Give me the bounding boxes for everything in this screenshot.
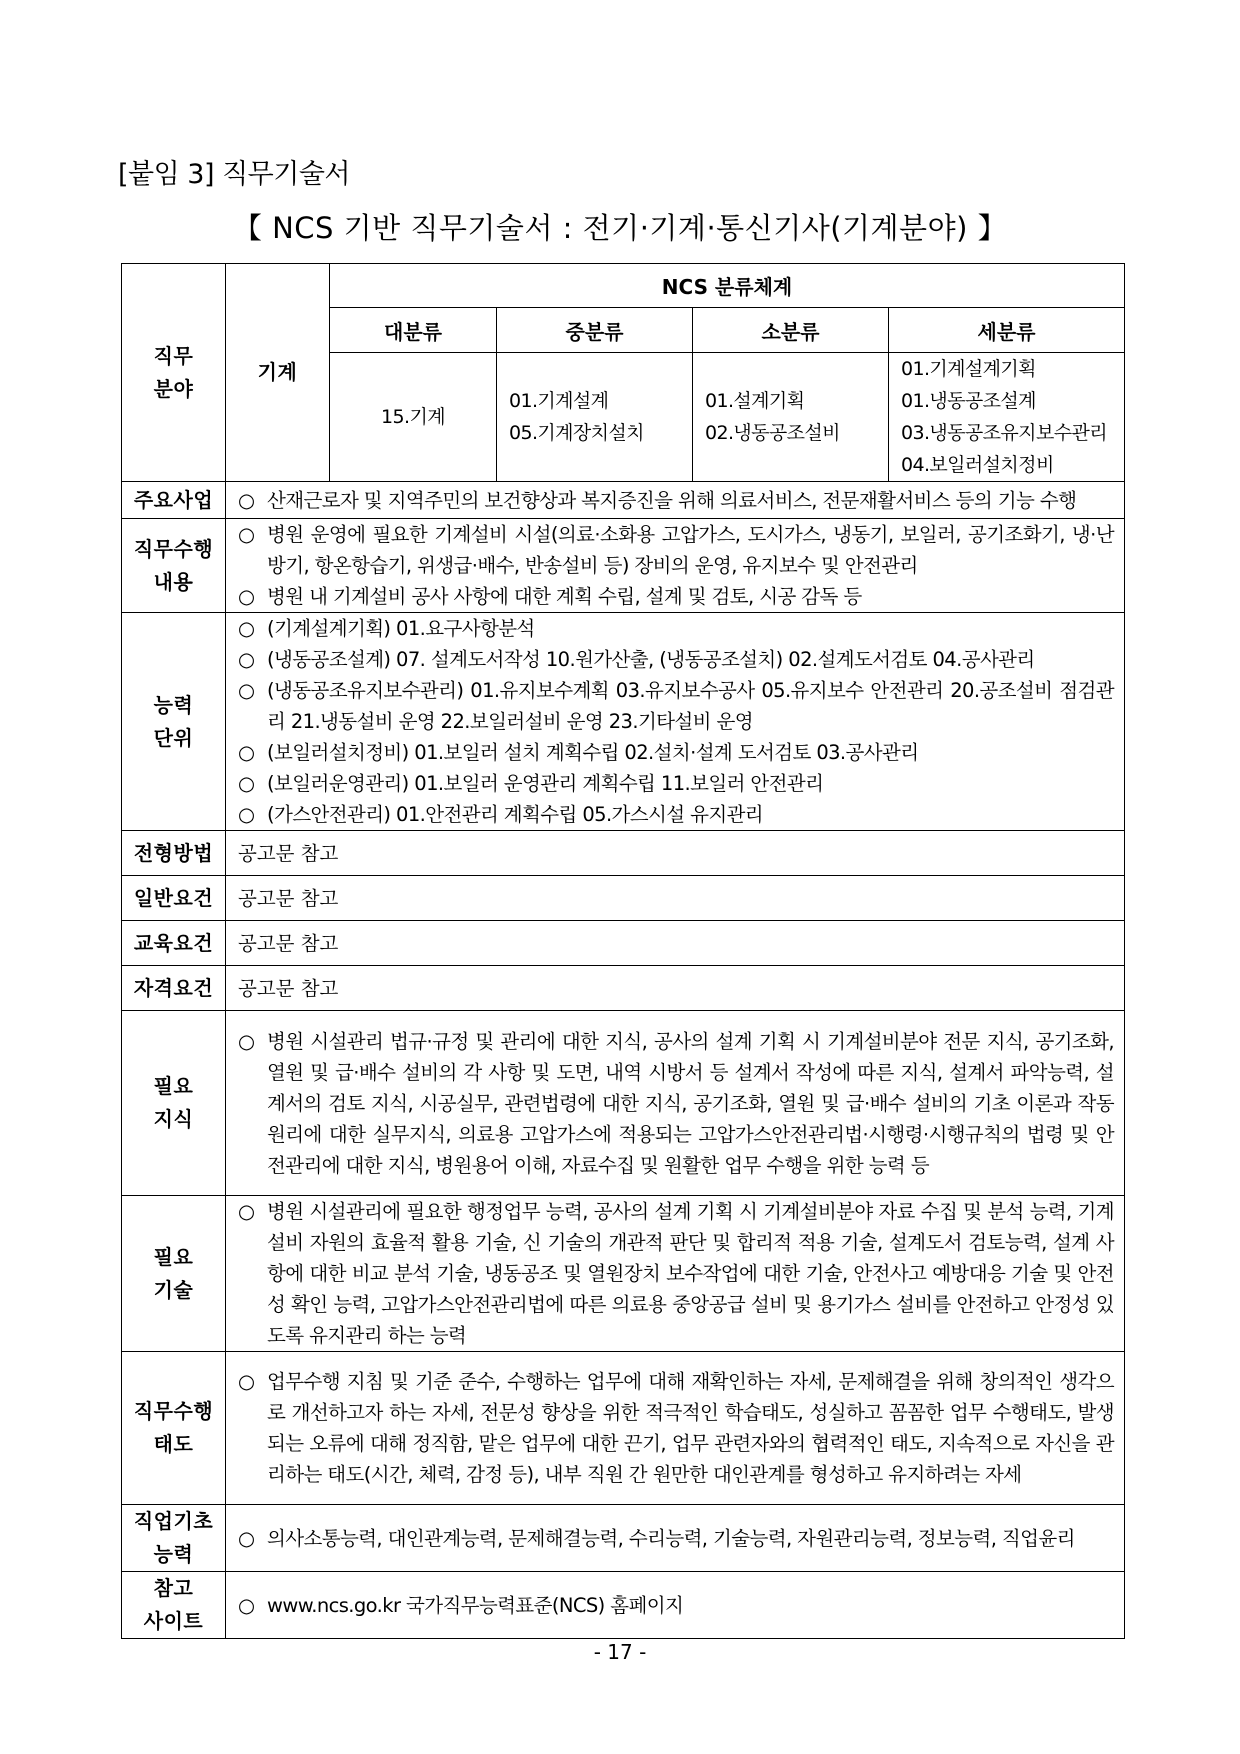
reference-content xyxy=(226,1572,1125,1639)
minor-category-item: 02.냉동공조설비 xyxy=(705,422,840,444)
detail-category-item: 01.냉동공조설계 xyxy=(901,390,1036,412)
col-header-minor: 소분류 xyxy=(693,308,889,353)
attitude-content xyxy=(226,1352,1125,1505)
middle-category xyxy=(497,353,693,482)
license-req-content: 공고문 참고 xyxy=(226,966,1125,1011)
list-item: ○ 병원 시설관리에 필요한 행정업무 능력, 공사의 설계 기획 시 기계설비분야 자료 수집 및 분석 능력, 기계설비 자원의 효율적 활용 기술, 신 기술의 개관적 판단 및 합리적 적용 기술, 설계도서 검토능력, 설계 사항에 대한 비교 분석 기술, 냉동공조 및 열원장치 보수작업에 대한 기술, 안전사고 예방대응 기술 및 안전성 확인 능력, 고압가스안전관리법에 따른 의료용 중앙공급 설비 및 용기가스 설비를 안전하고 안정성 있도록 유지관리 하는 능력 xyxy=(238,1200,1114,1347)
row-label-skills: 필요 기술 xyxy=(122,1196,226,1352)
general-req-content: 공고문 참고 xyxy=(226,876,1125,921)
skills-content xyxy=(226,1196,1125,1352)
col-header-major: 대분류 xyxy=(330,308,497,353)
duties-content xyxy=(226,519,1125,613)
row-label-duties: 직무수행 내용 xyxy=(122,519,226,613)
row-label-license-req: 자격요건 xyxy=(122,966,226,1011)
list-item: ○ 병원 운영에 필요한 기계설비 시설(의료·소화용 고압가스, 도시가스, 냉동기, 보일러, 공기조화기, 냉·난방기, 항온항습기, 위생급·배수, 반송설비 등) 장비의 운영, 유지보수 및 안전관리 xyxy=(238,523,1114,577)
list-item: ○ 병원 내 기계설비 공사 사항에 대한 계획 수립, 설계 및 검토, 시공 감독 등 xyxy=(238,585,862,608)
detail-category xyxy=(889,353,1125,482)
document-title: 【 NCS 기반 직무기술서 : 전기·기계·통신기사(기계분야) 】 xyxy=(232,211,1008,245)
minor-category xyxy=(693,353,889,482)
detail-category-item: 04.보일러설치정비 xyxy=(901,454,1054,476)
education-req-content: 공고문 참고 xyxy=(226,921,1125,966)
row-label-attitude: 직무수행 태도 xyxy=(122,1352,226,1505)
ncs-classification-header: NCS 분류체계 xyxy=(330,264,1125,308)
list-item: ○ (보일러설치정비) 01.보일러 설치 계획수립 02.설치·설계 도서검토 03.공사관리 xyxy=(238,741,919,764)
list-item: ○ (냉동공조설계) 07. 설계도서작성 10.원가산출, (냉동공조설치) 02.설계도서검토 04.공사관리 xyxy=(238,648,1035,671)
job-field-value: 기계 xyxy=(226,264,330,482)
col-header-middle: 중분류 xyxy=(497,308,693,353)
row-label-knowledge: 필요 지식 xyxy=(122,1011,226,1196)
page-number: - 17 - xyxy=(593,1640,647,1664)
row-label-main-business: 주요사업 xyxy=(122,482,226,519)
list-item: ○ 산재근로자 및 지역주민의 보건향상과 복지증진을 위해 의료서비스, 전문재활서비스 등의 기능 수행 xyxy=(238,488,1077,512)
major-category: 15.기계 xyxy=(330,353,497,482)
reference-link-text: www.ncs.go.kr 국가직무능력표준(NCS) 홈페이지 xyxy=(267,1593,684,1617)
list-item: ○ 의사소통능력, 대인관계능력, 문제해결능력, 수리능력, 기술능력, 자원관리능력, 정보능력, 직업윤리 xyxy=(238,1526,1075,1550)
attachment-label: [붙임 3] 직무기술서 xyxy=(118,159,350,190)
list-item: ○ 병원 시설관리 법규·규정 및 관리에 대한 지식, 공사의 설계 기획 시 기계설비분야 전문 지식, 공기조화, 열원 및 급·배수 설비의 각 사항 및 도면, 내역 시방서 등 설계서 작성에 따른 지식, 설계서 파악능력, 설계서의 검토 지식, 시공실무, 관련법령에 대한 지식, 공기조화, 열원 및 급·배수 설비의 기초 이론과 작동원리에 대한 실무지식, 의료용 고압가스에 적용되는 고압가스안전관리법·시행령·시행규칙의 법령 및 안전관리에 대한 지식, 병원용어 이해, 자료수집 및 원활한 업무 수행을 위한 능력 등 xyxy=(238,1029,1114,1177)
list-item: ○ www.ncs.go.kr 국가직무능력표준(NCS) 홈페이지 xyxy=(226,1590,1124,1621)
col-header-detail: 세분류 xyxy=(889,308,1125,353)
list-item: ○ (보일러운영관리) 01.보일러 운영관리 계획수립 11.보일러 안전관리 xyxy=(238,772,824,795)
middle-category-item: 01.기계설계 xyxy=(509,390,609,412)
row-label-selection-method: 전형방법 xyxy=(122,831,226,876)
detail-category-item: 01.기계설계기획 xyxy=(901,358,1036,380)
row-label-basic-ability: 직업기초 능력 xyxy=(122,1505,226,1572)
list-item: ○ 업무수행 지침 및 기준 준수, 수행하는 업무에 대해 재확인하는 자세, 문제해결을 위해 창의적인 생각으로 개선하고자 하는 자세, 전문성 향상을 위한 적극적인 학습태도, 성실하고 꼼꼼한 업무 수행태도, 발생되는 오류에 대해 정직함, 맡은 업무에 대한 끈기, 업무 관련자와의 협력적인 태도, 지속적으로 자신을 관리하는 태도(시간, 체력, 감정 등), 내부 직원 간 원만한 대인관계를 형성하고 유지하려는 자세 xyxy=(238,1370,1114,1486)
list-item: ○ (냉동공조유지보수관리) 01.유지보수계획 03.유지보수공사 05.유지보수 안전관리 20.공조설비 점검관리 21.냉동설비 운영 22.보일러설비 운영 23.기타설비 운영 xyxy=(238,679,1114,733)
main-business-content xyxy=(226,482,1125,519)
row-label-reference: 참고 사이트 xyxy=(122,1572,226,1639)
list-item: ○ (기계설계기획) 01.요구사항분석 xyxy=(238,617,535,640)
row-label-job-field: 직무 분야 xyxy=(122,264,226,482)
row-label-general-req: 일반요건 xyxy=(122,876,226,921)
job-description-table xyxy=(121,263,1125,1639)
basic-ability-content xyxy=(226,1505,1125,1572)
middle-category-item: 05.기계장치설치 xyxy=(509,422,644,444)
detail-category-item: 03.냉동공조유지보수관리 xyxy=(901,422,1107,444)
selection-method-content: 공고문 참고 xyxy=(226,831,1125,876)
list-item: ○ (가스안전관리) 01.안전관리 계획수립 05.가스시설 유지관리 xyxy=(238,803,764,826)
minor-category-item: 01.설계기획 xyxy=(705,390,805,412)
row-label-education-req: 교육요건 xyxy=(122,921,226,966)
competency-units-content xyxy=(226,613,1125,831)
knowledge-content xyxy=(226,1011,1125,1196)
row-label-competency-units: 능력 단위 xyxy=(122,613,226,831)
